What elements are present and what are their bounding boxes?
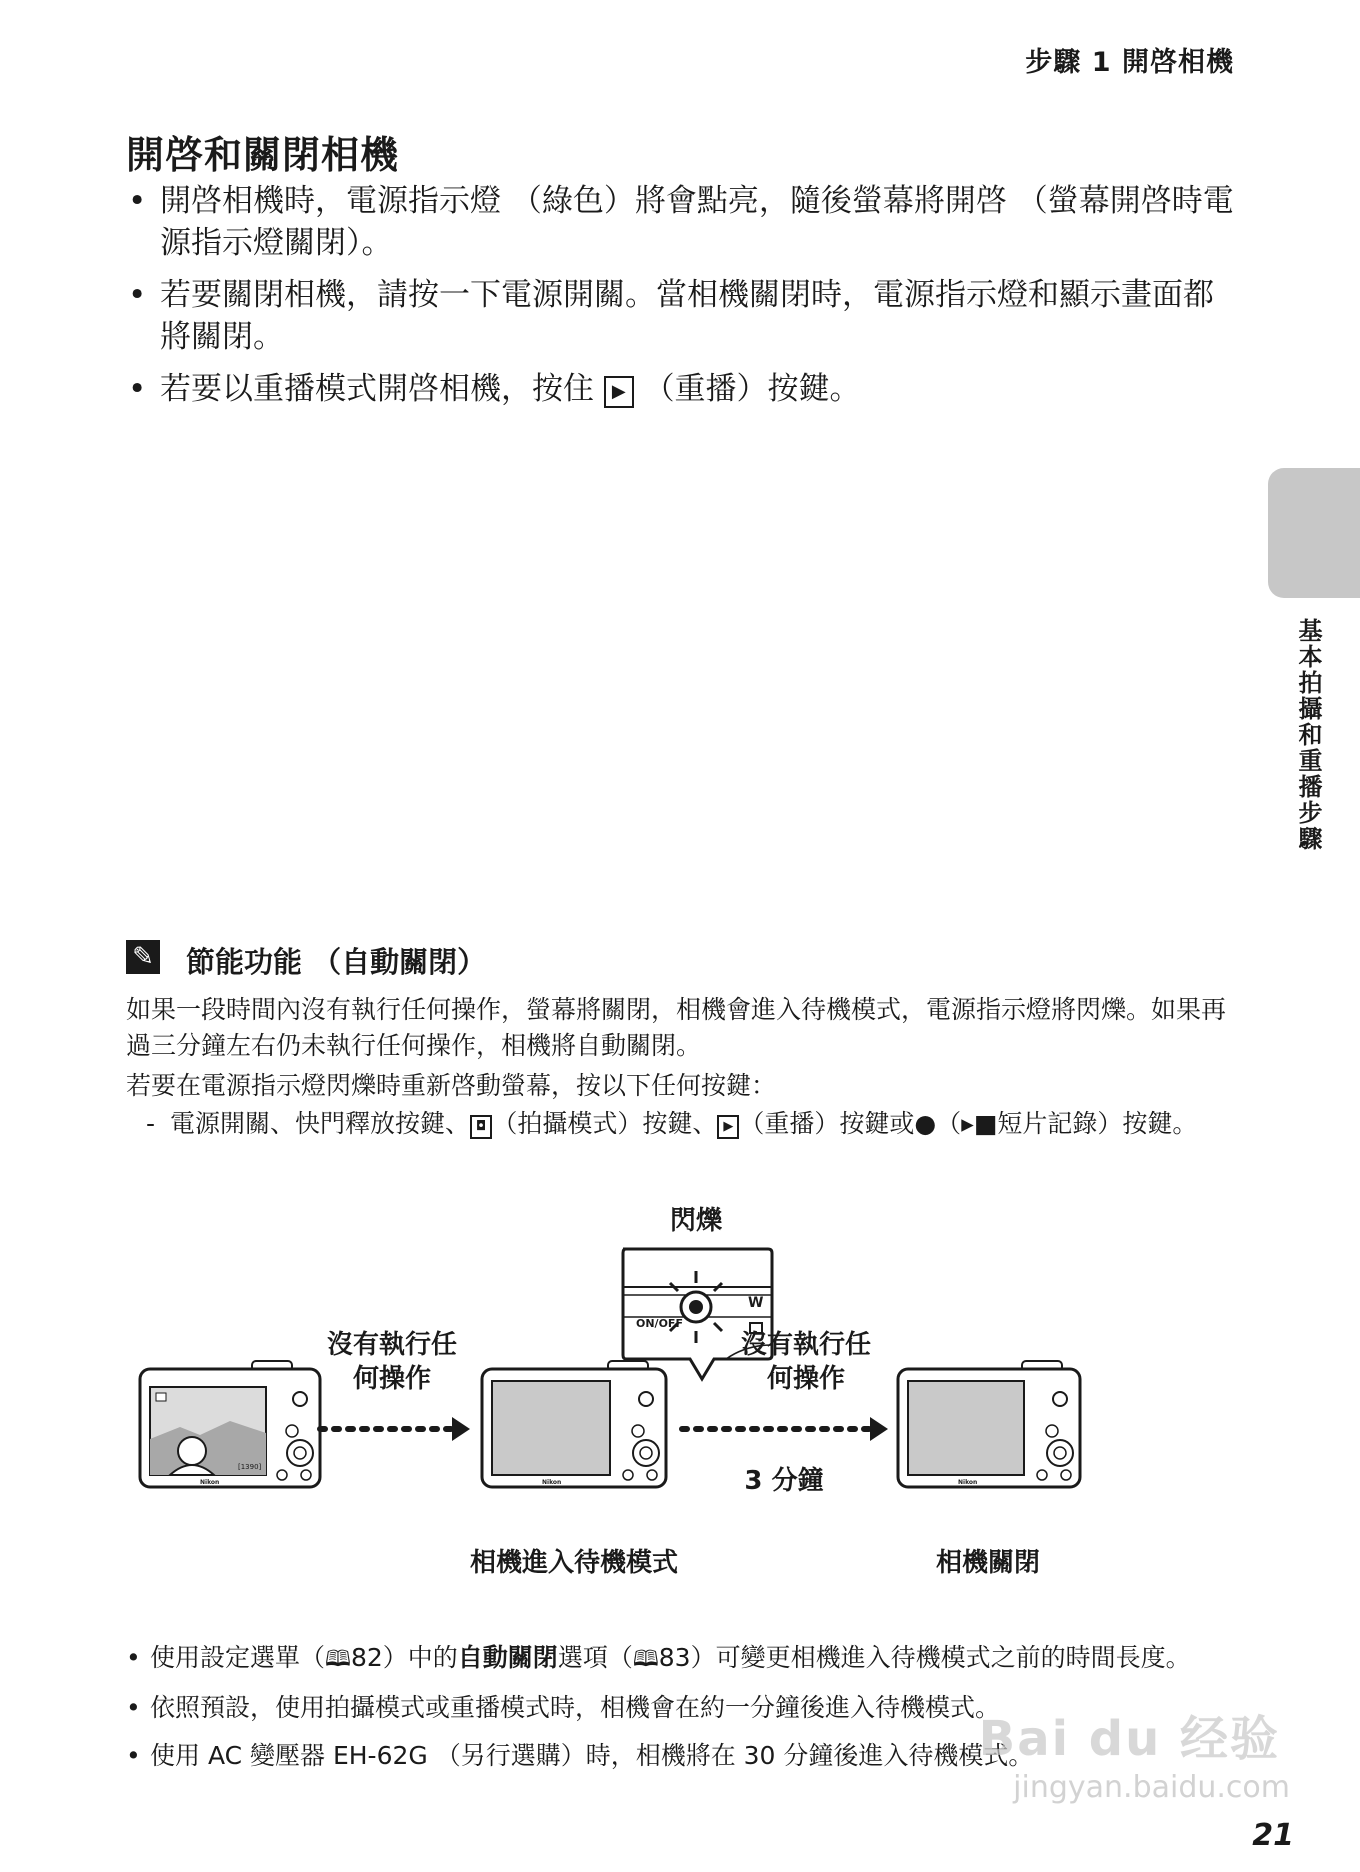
watermark-url: jingyan.baidu.com <box>1013 1770 1290 1805</box>
bullet-power-off: • 若要關閉相機，請按一下電源開關。當相機關閉時，電源指示燈和顯示畫面都將關閉。 <box>126 274 1236 358</box>
blink-label: 閃爍 <box>669 1206 723 1236</box>
page-number: 21 <box>1252 1818 1294 1853</box>
dash-text-e: 短片記錄）按鍵。 <box>997 1109 1198 1138</box>
running-head: 步驟 1 開啓相機 <box>1025 47 1234 78</box>
side-tab <box>1268 468 1360 598</box>
main-bullet-list <box>126 180 1236 420</box>
side-tab-label: 基本拍攝和重播步驟 <box>1294 618 1322 852</box>
camera-standby <box>482 1361 666 1487</box>
movie-icon: ▸■ <box>961 1109 998 1138</box>
watermark-logo: Bai du 经验 <box>978 1711 1280 1767</box>
dash-text-a: 電源開關、快門釋放按鍵、 <box>170 1109 471 1138</box>
b1-text-b: ）中的 <box>382 1643 458 1672</box>
arrow1-label-line2: 何操作 <box>352 1364 432 1394</box>
b1-text-c: 選項（ <box>557 1643 633 1672</box>
onoff-label: ON/OFF <box>636 1317 683 1330</box>
standby-label: 相機進入待機模式 <box>469 1548 679 1578</box>
bullet3-text-before: 若要以重播模式開啓相機，按住 <box>160 371 594 407</box>
note-paragraph-2: 若要在電源指示燈閃爍時重新啓動螢幕，按以下任何按鍵： <box>126 1071 777 1100</box>
page-ref-83[interactable]: 83 <box>658 1643 691 1672</box>
playback-icon-small: ▶ <box>717 1115 739 1139</box>
bullet-auto-off-setting <box>126 1640 1236 1678</box>
arrow2-label-line2: 何操作 <box>766 1364 846 1394</box>
bullet-playback-start <box>126 368 1236 410</box>
camera-screen-standby <box>492 1381 610 1475</box>
shots-remaining: [1390] <box>238 1463 262 1471</box>
bullet3-text-after: （重播）按鍵。 <box>643 371 861 407</box>
auto-off-term: 自動關閉 <box>457 1643 558 1672</box>
section-title: 開啓和關閉相機 <box>126 133 400 177</box>
camera-on <box>140 1361 320 1487</box>
book-icon: 🕮 <box>325 1647 351 1672</box>
note-dash-item <box>146 1106 1236 1142</box>
brand-label-3: Nikon <box>958 1479 978 1486</box>
bullet-ac-adapter: • 使用 AC 變壓器 EH-62G （另行選購）時，相機將在 30 分鐘後進入待機模式。 <box>126 1738 1236 1774</box>
off-label: 相機關閉 <box>935 1548 1041 1578</box>
book-icon: 🕮 <box>632 1647 659 1672</box>
camera-off <box>898 1361 1080 1487</box>
arrow1-label-line1: 沒有執行任 <box>326 1330 458 1360</box>
dash-text-c: （重播）按鍵或 <box>739 1109 915 1138</box>
arrow2-label-line1: 沒有執行任 <box>740 1330 872 1360</box>
dash-text-d: （ <box>936 1109 962 1138</box>
note-title: 節能功能 （自動關閉） <box>186 945 487 979</box>
dash-marker: - <box>146 1109 156 1138</box>
camera-icon: ◘ <box>470 1115 492 1139</box>
camera-screen-off <box>908 1381 1024 1475</box>
zoom-w-label: W <box>748 1295 764 1311</box>
brand-label-2: Nikon <box>542 1479 562 1486</box>
three-minutes-label: 3 分鐘 <box>744 1466 824 1496</box>
brand-label-1: Nikon <box>200 1479 220 1486</box>
bullet-power-on: • 開啓相機時，電源指示燈 （綠色）將會點亮，隨後螢幕將開啓 （螢幕開啓時電源指示燈關閉）。 <box>126 180 1236 264</box>
note-paragraph-1: 如果一段時間內沒有執行任何操作，螢幕將關閉，相機會進入待機模式，電源指示燈將閃爍。如果再過三分鐘左右仍未執行任何操作，相機將自動關閉。 <box>126 995 1227 1060</box>
power-state-diagram <box>126 1195 1236 1605</box>
record-icon: ● <box>914 1109 937 1138</box>
bullet-default-standby: • 依照預設，使用拍攝模式或重播模式時，相機會在約一分鐘後進入待機模式。 <box>126 1690 1236 1726</box>
arrow-to-standby <box>320 1330 470 1441</box>
pencil-icon: ✎ <box>126 940 160 974</box>
dash-text-b: （拍攝模式）按鍵、 <box>492 1109 718 1138</box>
b1-text-d: ）可變更相機進入待機模式之前的時間長度。 <box>690 1643 1191 1672</box>
page-ref-82[interactable]: 82 <box>350 1643 383 1672</box>
b1-text-a: 使用設定選單（ <box>150 1643 326 1672</box>
playback-icon: ▶ <box>604 376 634 408</box>
